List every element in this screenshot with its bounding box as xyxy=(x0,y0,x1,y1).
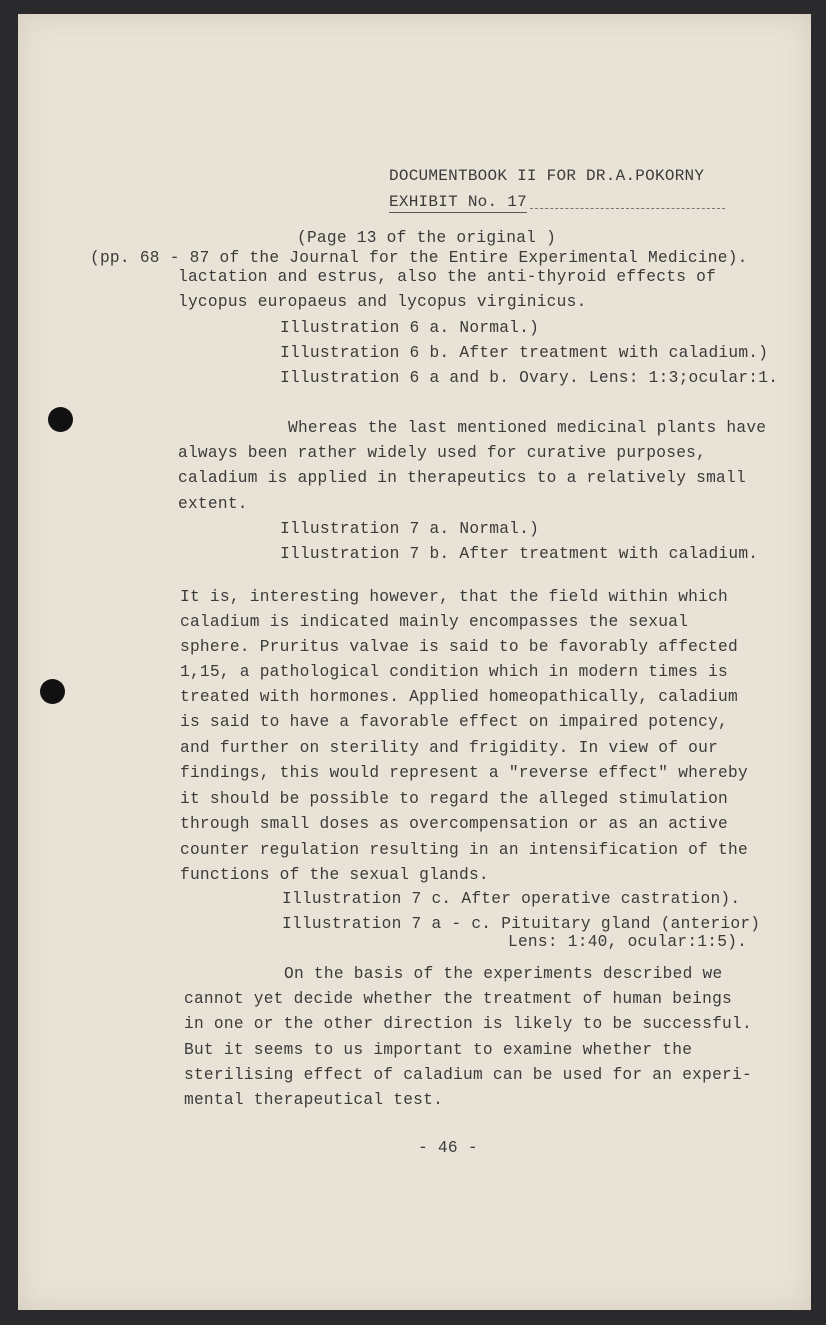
body-line: lactation and estrus, also the anti-thyroid effects of xyxy=(178,268,717,286)
body-line: treated with hormones. Applied homeopathically, caladium xyxy=(180,688,738,706)
body-line: extent. xyxy=(178,495,248,513)
body-line: through small doses as overcompensation or as an active xyxy=(180,815,729,833)
body-line: It is, interesting however, that the field within which xyxy=(180,588,729,606)
body-line: caladium is indicated mainly encompasses the sexual xyxy=(180,613,689,631)
body-line: counter regulation resulting in an intensification of the xyxy=(180,841,748,859)
illustration-caption: Illustration 7 c. After operative castration). xyxy=(282,890,741,908)
body-line: it should be possible to regard the alleged stimulation xyxy=(180,790,729,808)
body-line: is said to have a favorable effect on impaired potency, xyxy=(180,713,729,731)
body-line: Whereas the last mentioned medicinal plants have xyxy=(288,419,767,437)
illustration-caption: Illustration 6 b. After treatment with caladium.) xyxy=(280,344,769,362)
illustration-caption: Illustration 7 b. After treatment with caladium. xyxy=(280,545,759,563)
body-line: in one or the other direction is likely to be successful. xyxy=(184,1015,752,1033)
header-rule xyxy=(530,208,725,209)
body-line: caladium is applied in therapeutics to a relatively small xyxy=(178,469,746,487)
body-line: mental therapeutical test. xyxy=(184,1091,444,1109)
illustration-caption: Illustration 6 a. Normal.) xyxy=(280,319,540,337)
journal-reference: (pp. 68 - 87 of the Journal for the Entire Experimental Medicine). xyxy=(90,249,748,267)
body-line: On the basis of the experiments described we xyxy=(284,965,723,983)
body-line: 1,15, a pathological condition which in modern times is xyxy=(180,663,729,681)
body-line: always been rather widely used for curative purposes, xyxy=(178,444,707,462)
body-line: sphere. Pruritus valvae is said to be favorably affected xyxy=(180,638,738,656)
body-line: findings, this would represent a "reverse effect" whereby xyxy=(180,764,748,782)
exhibit-number: EXHIBIT No. 17 xyxy=(389,193,527,211)
illustration-caption: Illustration 6 a and b. Ovary. Lens: 1:3;ocular:1. xyxy=(280,369,779,387)
original-page-reference: (Page 13 of the original ) xyxy=(297,229,557,247)
document-title: DOCUMENTBOOK II FOR DR.A.POKORNY xyxy=(389,167,705,185)
illustration-caption: Illustration 7 a. Normal.) xyxy=(280,520,540,538)
body-line: cannot yet decide whether the treatment of human beings xyxy=(184,990,733,1008)
body-line: sterilising effect of caladium can be used for an experi- xyxy=(184,1066,752,1084)
illustration-caption: Lens: 1:40, ocular:1:5). xyxy=(508,933,748,951)
punch-hole xyxy=(40,679,65,704)
illustration-caption: Illustration 7 a - c. Pituitary gland (anterior) xyxy=(282,915,761,933)
body-line: lycopus europaeus and lycopus virginicus. xyxy=(178,293,587,311)
punch-hole xyxy=(48,407,73,432)
body-line: functions of the sexual glands. xyxy=(180,866,489,884)
page-number: - 46 - xyxy=(418,1139,478,1157)
body-line: and further on sterility and frigidity. In view of our xyxy=(180,739,719,757)
body-line: But it seems to us important to examine whether the xyxy=(184,1041,693,1059)
